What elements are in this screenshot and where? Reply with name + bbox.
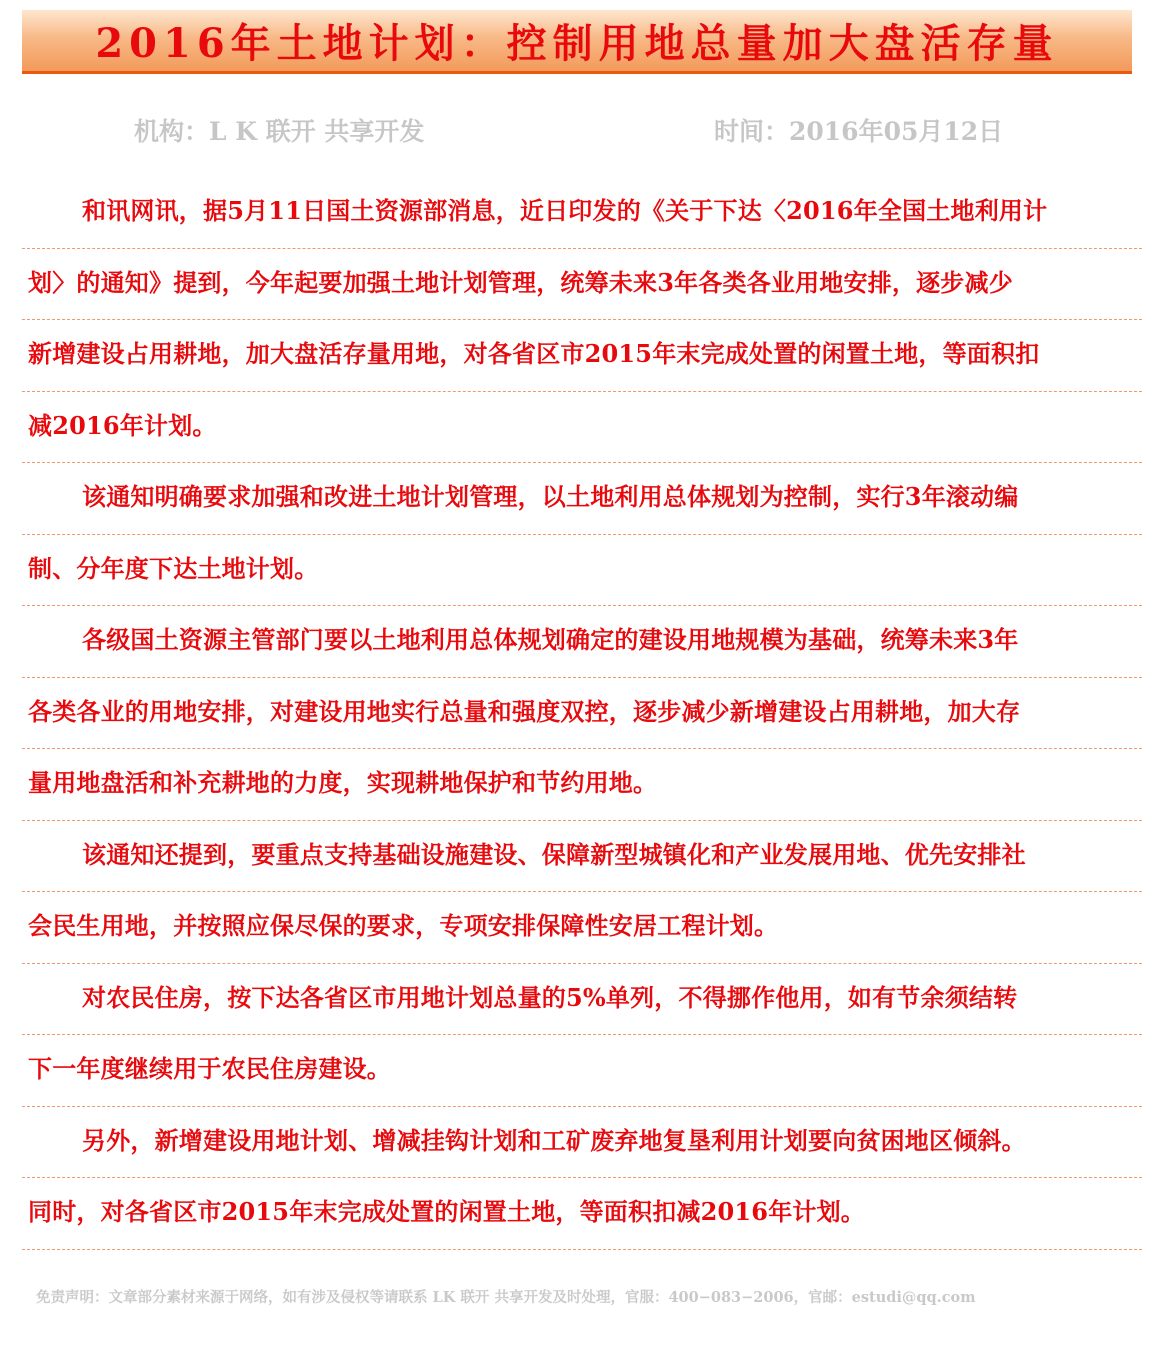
article-line-text: 各级国土资源主管部门要以土地利用总体规划确定的建设用地规模为基础，统筹未来3年 (82, 625, 1019, 654)
article-line (22, 678, 1142, 750)
article-line (22, 1035, 1142, 1107)
article-line-text: 另外，新增建设用地计划、增减挂钩计划和工矿废弃地复垦利用计划要向贫困地区倾斜。 (82, 1125, 1026, 1155)
article-line-text: 会民生用地，并按照应保尽保的要求，专项安排保障性安居工程计划。 (28, 911, 779, 940)
page-title: 2016年土地计划：控制用地总量加大盘活存量 (95, 20, 1059, 67)
article-line-text: 和讯网讯，据5月11日国土资源部消息，近日印发的《关于下达〈2016年全国土地利用计 (82, 196, 1048, 225)
article-line-text: 该通知明确要求加强和改进土地计划管理，以土地利用总体规划为控制，实行3年滚动编 (82, 482, 1019, 511)
disclaimer: 免责声明：文章部分素材来源于网络，如有涉及侵权等请联系 LK 联开 共享开发及时处理，官服：400−083−2006，官邮：estudi@qq.com (36, 1289, 976, 1306)
title-banner (22, 10, 1132, 74)
article-line (22, 749, 1142, 821)
article-line-text: 制、分年度下达土地计划。 (28, 553, 319, 583)
article-line (22, 392, 1142, 464)
article-line-text: 该通知还提到，要重点支持基础设施建设、保障新型城镇化和产业发展用地、优先安排社 (82, 839, 1026, 869)
article-line-text: 下一年度继续用于农民住房建设。 (28, 1054, 391, 1083)
article-line-text: 各类各业的用地安排，对建设用地实行总量和强度双控，逐步减少新增建设占用耕地，加大存 (28, 696, 1021, 726)
article-line-text: 划〉的通知》提到，今年起要加强土地计划管理，统筹未来3年各类各业用地安排，逐步减少 (28, 267, 1013, 297)
date-label: 时间：2016年05月12日 (714, 117, 1004, 146)
article-body (22, 177, 1142, 1250)
article-line-text: 对农民住房，按下达各省区市用地计划总量的5%单列，不得挪作他用，如有节余须结转 (82, 982, 1018, 1012)
article-line (22, 463, 1142, 535)
article-line (22, 249, 1142, 321)
org-label: 机构：L K 联开 共享开发 (134, 117, 425, 146)
article-line-text: 新增建设占用耕地，加大盘活存量用地，对各省区市2015年末完成处置的闲置土地，等面积扣 (28, 339, 1040, 368)
article-line (22, 1178, 1142, 1250)
article-line (22, 606, 1142, 678)
article-line-text: 减2016年计划。 (28, 410, 217, 440)
article-line (22, 964, 1142, 1036)
article-line (22, 320, 1142, 392)
article-line (22, 1107, 1142, 1179)
article-line (22, 821, 1142, 893)
article-line (22, 177, 1142, 249)
article-line (22, 892, 1142, 964)
article-line-text: 同时，对各省区市2015年末完成处置的闲置土地，等面积扣减2016年计划。 (28, 1197, 865, 1226)
article-line-text: 量用地盘活和补充耕地的力度，实现耕地保护和节约用地。 (28, 768, 658, 797)
article-line (22, 535, 1142, 607)
